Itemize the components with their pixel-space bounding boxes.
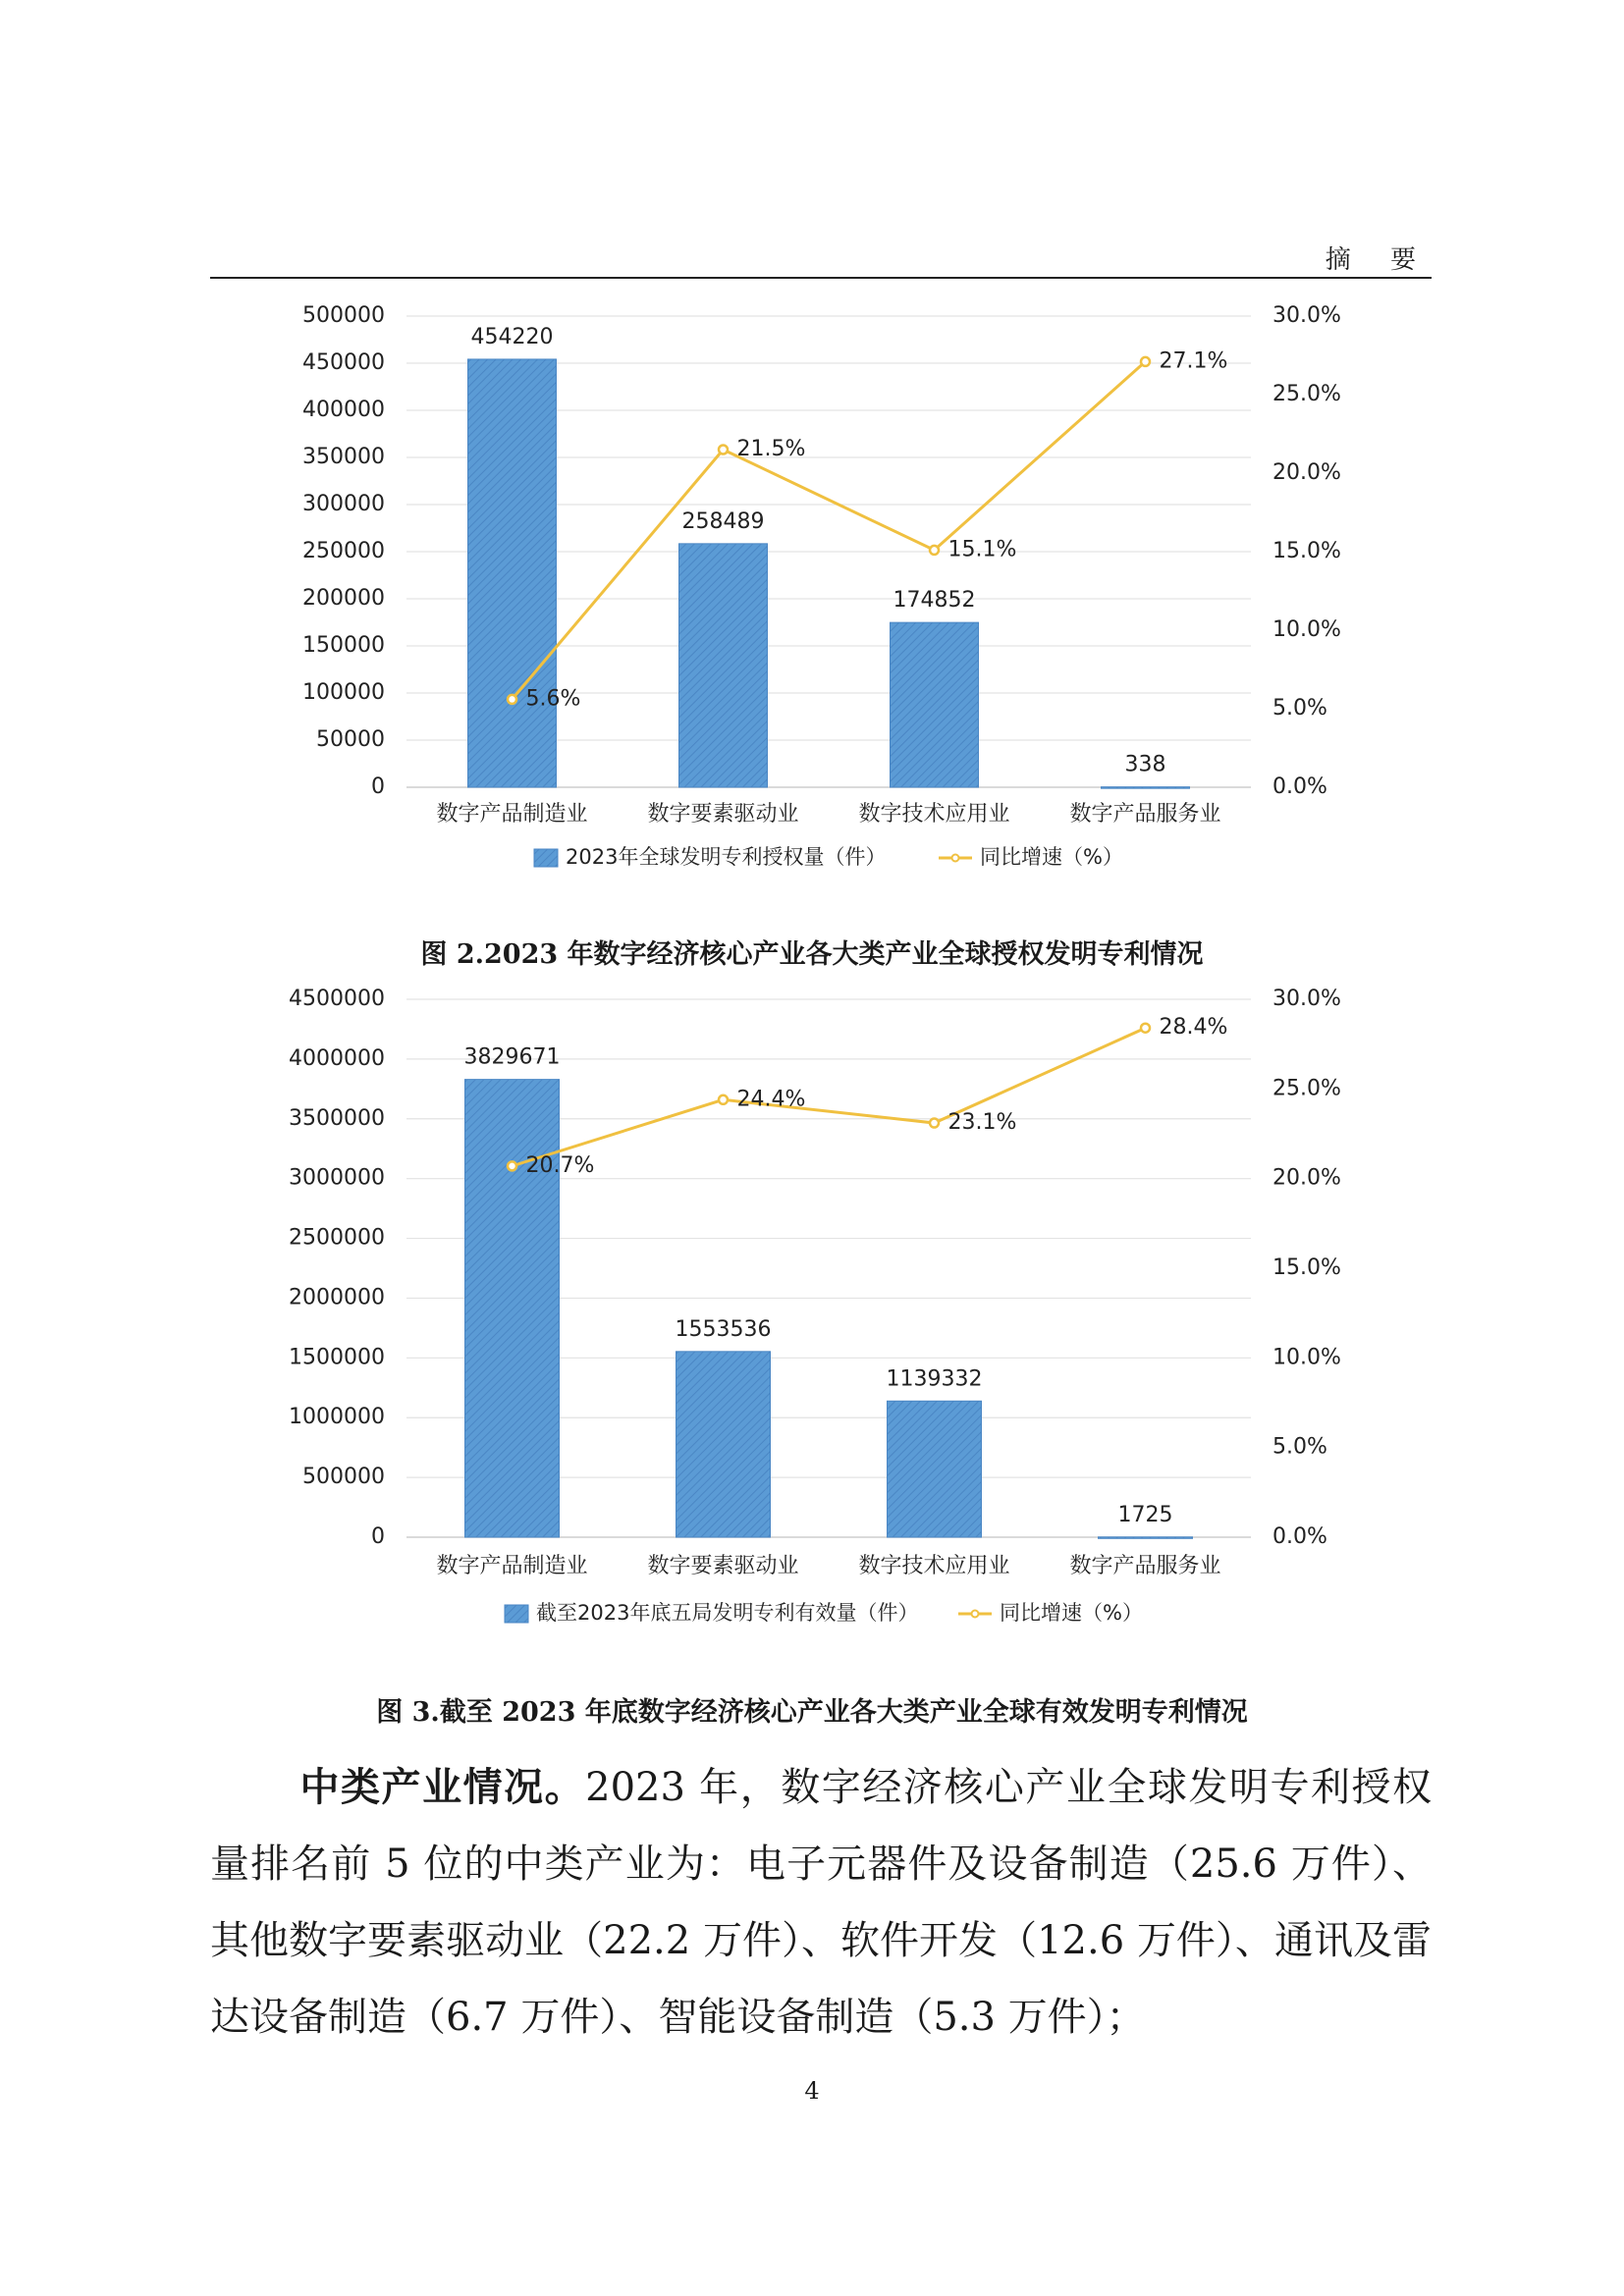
y-left-tick-label: 4500000: [289, 987, 385, 1011]
paragraph-text: 2023 年，数字经济核心产业全球发明专利授权量排名前 5 位的中类产业为：电子元器件及设备制造（25.6 万件）、其他数字要素驱动业（22.2 万件）、软件开发（12.6 万件）、通讯及雷达设备制造（6.7 万件）、智能设备制造（5.3 万件）；: [210, 1765, 1433, 2040]
bar-data-label: 338: [1124, 752, 1166, 777]
y-right-tick-label: 5.0%: [1272, 1434, 1327, 1460]
patent-grant-chart: [210, 294, 1432, 883]
bar: [1099, 1537, 1193, 1539]
bar: [679, 544, 768, 787]
y-left-tick-label: 500000: [302, 303, 385, 328]
legend: [505, 1601, 1143, 1625]
y-left-tick-label: 200000: [302, 586, 385, 611]
bar-data-label: 258489: [681, 508, 765, 534]
y-left-tick-label: 0: [371, 1524, 385, 1549]
y-right-tick-label: 25.0%: [1272, 1076, 1341, 1101]
growth-point: [508, 1161, 516, 1170]
y-right-tick-label: 0.0%: [1272, 1524, 1327, 1549]
growth-point: [719, 1095, 728, 1104]
growth-data-label: 5.6%: [525, 686, 581, 712]
valid-patent-chart-svg: [210, 978, 1432, 1645]
x-category-label: 数字要素驱动业: [647, 1554, 799, 1578]
x-category-label: 数字技术应用业: [858, 802, 1010, 827]
growth-point: [1141, 357, 1150, 366]
y-right-tick-label: 20.0%: [1272, 1165, 1341, 1191]
legend-bar-swatch: [505, 1605, 528, 1623]
legend-line-marker: [972, 1611, 979, 1618]
y-left-tick-label: 4000000: [289, 1045, 385, 1071]
legend-line-label: 同比增速（%）: [980, 845, 1123, 869]
legend-bar-label: 2023年全球发明专利授权量（件）: [566, 845, 887, 869]
bar: [891, 622, 979, 787]
figure-3-caption: [0, 1690, 1624, 1729]
growth-line: [513, 1028, 1146, 1166]
y-left-tick-label: 1500000: [289, 1345, 385, 1370]
growth-data-label: 20.7%: [525, 1152, 595, 1178]
x-category-label: 数字产品服务业: [1069, 802, 1221, 827]
y-right-tick-label: 10.0%: [1272, 1345, 1341, 1370]
growth-data-label: 24.4%: [736, 1087, 806, 1112]
figure-2-caption: [0, 933, 1624, 971]
bar: [468, 359, 557, 787]
x-category-label: 数字产品制造业: [436, 1554, 588, 1578]
y-left-tick-label: 250000: [302, 539, 385, 563]
growth-point: [1141, 1024, 1150, 1033]
section-label: 摘 要: [1325, 245, 1432, 275]
y-right-tick-label: 30.0%: [1272, 303, 1341, 328]
legend-line-marker: [952, 855, 959, 862]
y-left-tick-label: 3000000: [289, 1165, 385, 1191]
bar-data-label: 174852: [893, 588, 976, 614]
y-right-tick-label: 20.0%: [1272, 460, 1341, 485]
paragraph-lead: 中类产业情况。: [298, 1764, 586, 1810]
figure-2-title: 2023 年数字经济核心产业各大类产业全球授权发明专利情况: [484, 939, 1204, 970]
x-category-label: 数字要素驱动业: [647, 802, 799, 827]
legend-bar-swatch: [534, 849, 558, 867]
y-left-tick-label: 0: [371, 774, 385, 799]
growth-line: [513, 361, 1146, 699]
bar-data-label: 1725: [1117, 1502, 1173, 1527]
y-right-tick-label: 30.0%: [1272, 987, 1341, 1011]
growth-data-label: 15.1%: [947, 537, 1017, 562]
y-right-tick-label: 15.0%: [1272, 539, 1341, 563]
growth-point: [719, 446, 728, 454]
bar-data-label: 454220: [470, 324, 554, 349]
patent-grant-chart-svg: [210, 294, 1432, 883]
valid-patent-chart: [210, 978, 1432, 1645]
bar-data-label: 1553536: [675, 1316, 772, 1342]
growth-data-label: 21.5%: [736, 437, 806, 461]
legend-bar-label: 截至2023年底五局发明专利有效量（件）: [536, 1601, 919, 1625]
y-left-tick-label: 3500000: [289, 1105, 385, 1131]
x-category-label: 数字产品服务业: [1069, 1554, 1221, 1578]
growth-point: [930, 546, 939, 555]
header-rule: [210, 277, 1432, 279]
y-left-tick-label: 300000: [302, 492, 385, 516]
y-left-tick-label: 2000000: [289, 1285, 385, 1310]
growth-point: [508, 695, 516, 704]
y-left-tick-label: 100000: [302, 680, 385, 705]
figure-2-number: 图 2.: [420, 939, 485, 970]
y-left-tick-label: 350000: [302, 445, 385, 469]
figure-3-title: 截至 2023 年底数字经济核心产业各大类产业全球有效发明专利情况: [439, 1697, 1248, 1728]
y-left-tick-label: 400000: [302, 398, 385, 422]
bar: [888, 1401, 982, 1537]
figure-3-number: 图 3.: [376, 1697, 440, 1728]
y-left-tick-label: 500000: [302, 1465, 385, 1490]
y-left-tick-label: 1000000: [289, 1405, 385, 1430]
y-left-tick-label: 450000: [302, 350, 385, 375]
x-category-label: 数字产品制造业: [436, 802, 588, 827]
y-left-tick-label: 2500000: [289, 1225, 385, 1251]
y-right-tick-label: 5.0%: [1272, 696, 1327, 721]
bar-data-label: 1139332: [886, 1366, 983, 1392]
y-right-tick-label: 10.0%: [1272, 617, 1341, 642]
growth-data-label: 27.1%: [1159, 348, 1228, 374]
legend: [534, 845, 1123, 869]
y-right-tick-label: 25.0%: [1272, 382, 1341, 406]
y-right-tick-label: 0.0%: [1272, 774, 1327, 799]
x-category-label: 数字技术应用业: [858, 1554, 1010, 1578]
y-left-tick-label: 150000: [302, 633, 385, 658]
bar: [465, 1080, 560, 1537]
legend-line-label: 同比增速（%）: [1000, 1601, 1143, 1625]
bar: [1102, 787, 1190, 789]
bar: [677, 1352, 771, 1537]
growth-point: [930, 1119, 939, 1128]
body-paragraph: [210, 1749, 1432, 2056]
growth-data-label: 23.1%: [947, 1110, 1017, 1136]
growth-data-label: 28.4%: [1159, 1015, 1228, 1041]
page-number: 4: [804, 2077, 820, 2105]
y-left-tick-label: 50000: [316, 727, 385, 752]
bar-data-label: 3829671: [463, 1044, 561, 1070]
y-right-tick-label: 15.0%: [1272, 1255, 1341, 1280]
